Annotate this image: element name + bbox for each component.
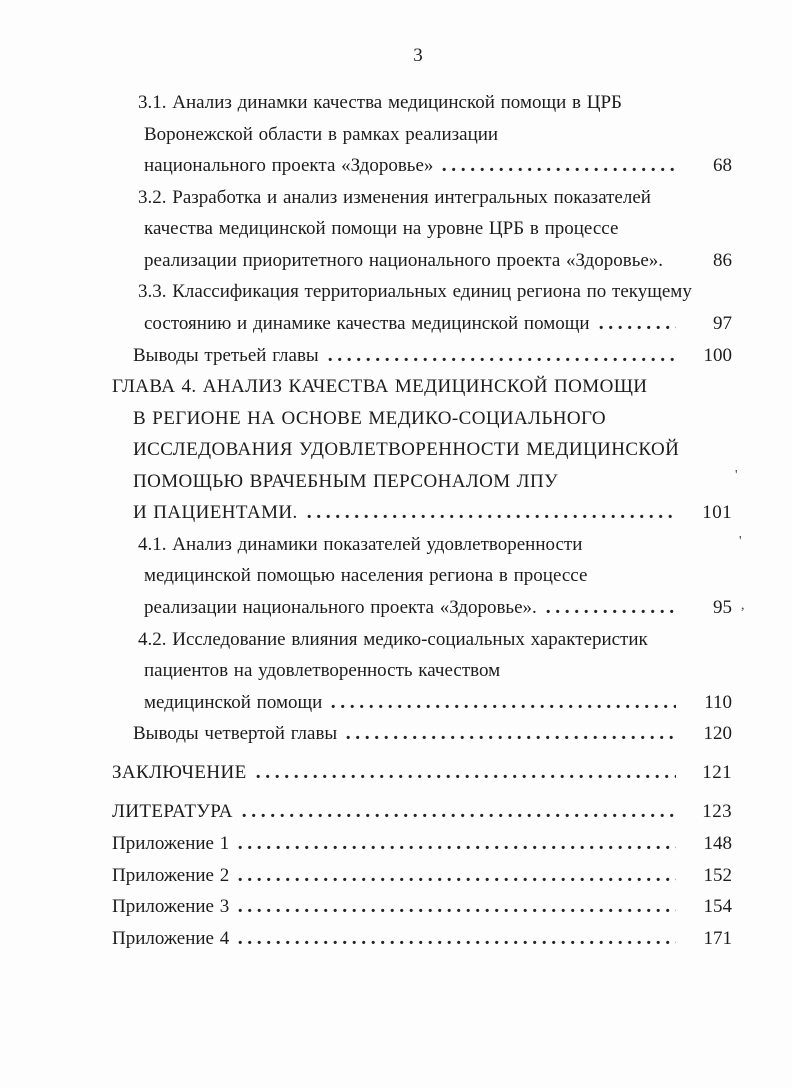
toc-text: В РЕГИОНЕ НА ОСНОВЕ МЕДИКО-СОЦИАЛЬНОГО [133,407,607,429]
toc-text: 3.3. Классификация территориальных единиц региона по текущему [138,281,692,303]
toc-text: Выводы третьей главы [133,344,319,366]
dot-leader [442,167,676,172]
toc-text: медицинской помощи [144,691,323,713]
toc-entry-3-2-line-3 [112,250,732,282]
dot-leader [256,774,676,779]
toc-text: реализации приоритетного национального проекта «Здоровье». [144,249,664,271]
toc-text: состоянию и динамике качества медицинской помощи [144,312,590,334]
dot-leader [328,357,676,362]
toc-text: 3.2. Разработка и анализ изменения интегральных показателей [138,186,651,208]
toc-text: Приложение 4 [112,927,230,949]
toc-chapter-4-line-1 [112,376,732,408]
toc-entry-prilozhenie-3 [112,896,732,928]
toc-text: Воронежской области в рамках реализации [144,123,499,145]
toc-entry-conclusions-ch3 [112,345,732,377]
toc-entry-4-1-line-2 [112,565,732,597]
toc-entry-4-1-line-3 [112,597,732,629]
page-number-top: 3 [413,45,423,66]
toc-text: Приложение 1 [112,832,230,854]
toc-entry-3-3-line-1 [112,281,732,313]
toc-entry-literatura [112,801,732,833]
toc-page-number: 171 [703,927,732,949]
scan-artifact: ' [739,534,742,549]
dot-leader [546,609,676,614]
toc-text: И ПАЦИЕНТАМИ. [133,502,298,524]
toc-entry-4-2-line-2 [112,660,732,692]
scan-artifact: ' [735,468,738,483]
toc-text: 4.2. Исследование влияния медико-социальных характеристик [138,628,648,650]
toc-chapter-4-line-5 [112,502,732,534]
toc-page-number: 86 [713,249,732,271]
dot-leader [599,325,676,330]
toc-text: Приложение 3 [112,896,230,918]
toc-page-number: 95 [713,597,732,618]
toc-page-number: 120 [703,723,732,745]
toc-text: 4.1. Анализ динамики показателей удовлетворенности [138,533,583,555]
dot-leader [242,813,676,818]
toc-page-number: 152 [703,864,732,886]
toc-text: ГЛАВА 4. АНАЛИЗ КАЧЕСТВА МЕДИЦИНСКОЙ ПОМОЩИ [112,376,648,398]
toc-page-number: 68 [713,155,732,177]
leader-spacer [672,262,676,267]
scan-artifact: , [741,598,745,613]
toc-entry-4-2-line-1 [112,629,732,661]
toc-text: ЗАКЛЮЧЕНИЕ [112,762,247,784]
toc-entry-4-1-line-1 [112,534,732,566]
toc-page-number: 121 [702,762,732,784]
toc-text: качества медицинской помощи на уровне ЦРБ в процессе [144,218,619,240]
toc-text: пациентов на удовлетворенность качеством [144,660,501,682]
toc-text: 3.1. Анализ динамки качества медицинской помощи в ЦРБ [138,92,622,113]
toc-entry-3-2-line-1 [112,187,732,219]
toc-page-number: 148 [703,832,732,854]
toc-page-number: 123 [702,801,732,823]
toc-chapter-4-line-3 [112,439,732,471]
toc-page-number: 110 [704,691,732,713]
toc-text: ПОМОЩЬЮ ВРАЧЕБНЫМ ПЕРСОНАЛОМ ЛПУ [133,470,558,492]
toc-text: Приложение 2 [112,864,230,886]
toc-entry-prilozhenie-1 [112,833,732,865]
dot-leader [238,877,676,882]
toc-entry-prilozhenie-4 [112,928,732,960]
toc-entry-prilozhenie-2 [112,865,732,897]
toc-entry-3-1-line-2 [112,124,732,156]
toc-entry-4-2-line-3 [112,692,732,724]
toc-entry-3-1-line-1 [112,92,732,124]
toc-entry-3-2-line-2 [112,218,732,250]
toc-entry-conclusions-ch4 [112,723,732,755]
toc-entry-zaklyuchenie [112,762,732,794]
table-of-contents [112,92,732,959]
dot-leader [346,735,676,740]
toc-chapter-4-line-2 [112,408,732,440]
toc-text: ИССЛЕДОВАНИЯ УДОВЛЕТВОРЕННОСТИ МЕДИЦИНСКОЙ [133,439,680,461]
toc-text: ЛИТЕРАТУРА [112,801,233,823]
dot-leader [238,940,676,945]
toc-page-number: 100 [703,344,732,366]
toc-entry-3-1-line-3 [112,155,732,187]
toc-page-number: 101 [702,502,732,524]
dot-leader [331,704,676,709]
toc-text: медицинской помощью населения региона в процессе [144,565,588,587]
dot-leader [307,514,676,519]
toc-text: национального проекта «Здоровье» [144,155,434,177]
toc-text: Выводы четвертой главы [133,723,338,745]
toc-chapter-4-line-4 [112,471,732,503]
dot-leader [238,845,676,850]
toc-text: реализации национального проекта «Здоровье». [144,597,537,618]
dot-leader [238,908,676,913]
toc-page-number: 97 [713,312,732,334]
toc-entry-3-3-line-2 [112,313,732,345]
toc-page-number: 154 [703,896,732,918]
